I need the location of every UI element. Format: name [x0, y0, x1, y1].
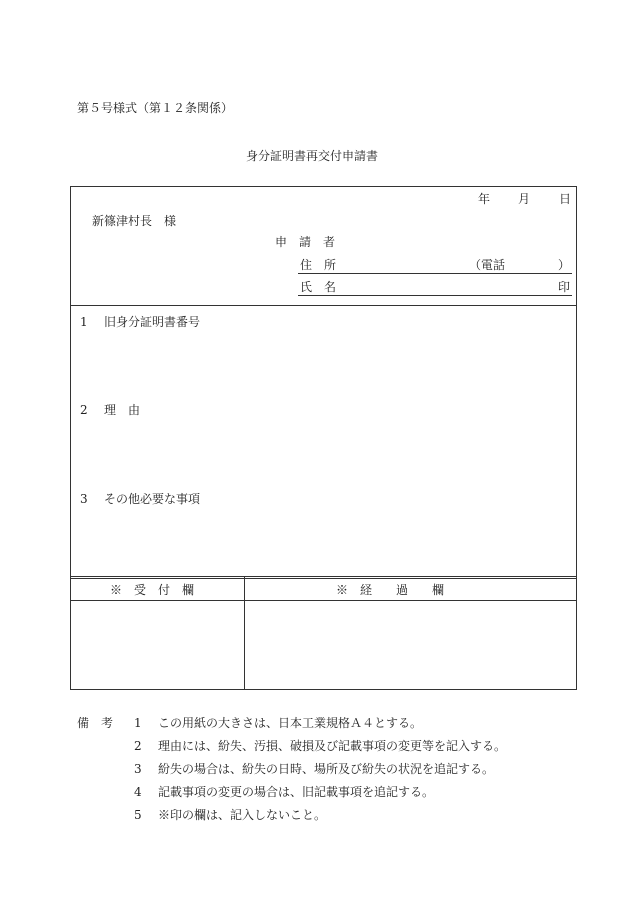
section-1-number: 1 — [80, 315, 88, 329]
date-day-label: 日 — [559, 192, 572, 206]
progress-header: ※ 経 過 欄 — [336, 583, 445, 597]
note-1-number: 1 — [134, 716, 142, 730]
date-month-label: 月 — [518, 192, 531, 206]
note-5-text: ※印の欄は、記入しないこと。 — [158, 808, 327, 822]
name-underline — [298, 295, 572, 296]
section-3-label: その他必要な事項 — [104, 492, 201, 506]
addressee: 新篠津村長 様 — [92, 214, 177, 228]
reception-header: ※ 受 付 欄 — [110, 583, 195, 597]
name-label: 氏 名 — [300, 280, 337, 294]
note-3-number: 3 — [134, 762, 142, 776]
office-use-divider — [244, 577, 245, 690]
applicant-label: 申 請 者 — [275, 235, 336, 249]
section-1-label: 旧身分証明書番号 — [104, 315, 201, 329]
phone-open: （電話 — [469, 258, 506, 272]
seal-mark: 印 — [558, 280, 571, 294]
note-2-text: 理由には、紛失、汚損、破損及び記載事項の変更等を記入する。 — [158, 739, 507, 753]
section-3-number: 3 — [80, 492, 88, 506]
form-number: 第５号様式（第１２条関係） — [77, 101, 234, 115]
note-4-number: 4 — [134, 785, 142, 799]
section-2-number: 2 — [80, 403, 88, 417]
note-4-text: 記載事項の変更の場合は、旧記載事項を追記する。 — [158, 785, 435, 799]
date-year-label: 年 — [478, 192, 491, 206]
section-2-label: 理 由 — [104, 403, 141, 417]
office-use-separator-top — [70, 576, 577, 577]
page-title: 身分証明書再交付申請書 — [246, 149, 379, 163]
office-use-separator-bottom — [70, 578, 577, 579]
office-use-header-separator — [70, 600, 577, 601]
note-1-text: この用紙の大きさは、日本工業規格Ａ４とする。 — [158, 716, 423, 730]
note-2-number: 2 — [134, 739, 142, 753]
note-3-text: 紛失の場合は、紛失の日時、場所及び紛失の状況を追記する。 — [158, 762, 495, 776]
address-underline — [298, 273, 572, 274]
note-5-number: 5 — [134, 808, 142, 822]
phone-close: ） — [558, 258, 571, 272]
header-separator — [70, 305, 577, 306]
notes-heading: 備 考 — [77, 716, 114, 730]
address-label: 住 所 — [300, 258, 337, 272]
